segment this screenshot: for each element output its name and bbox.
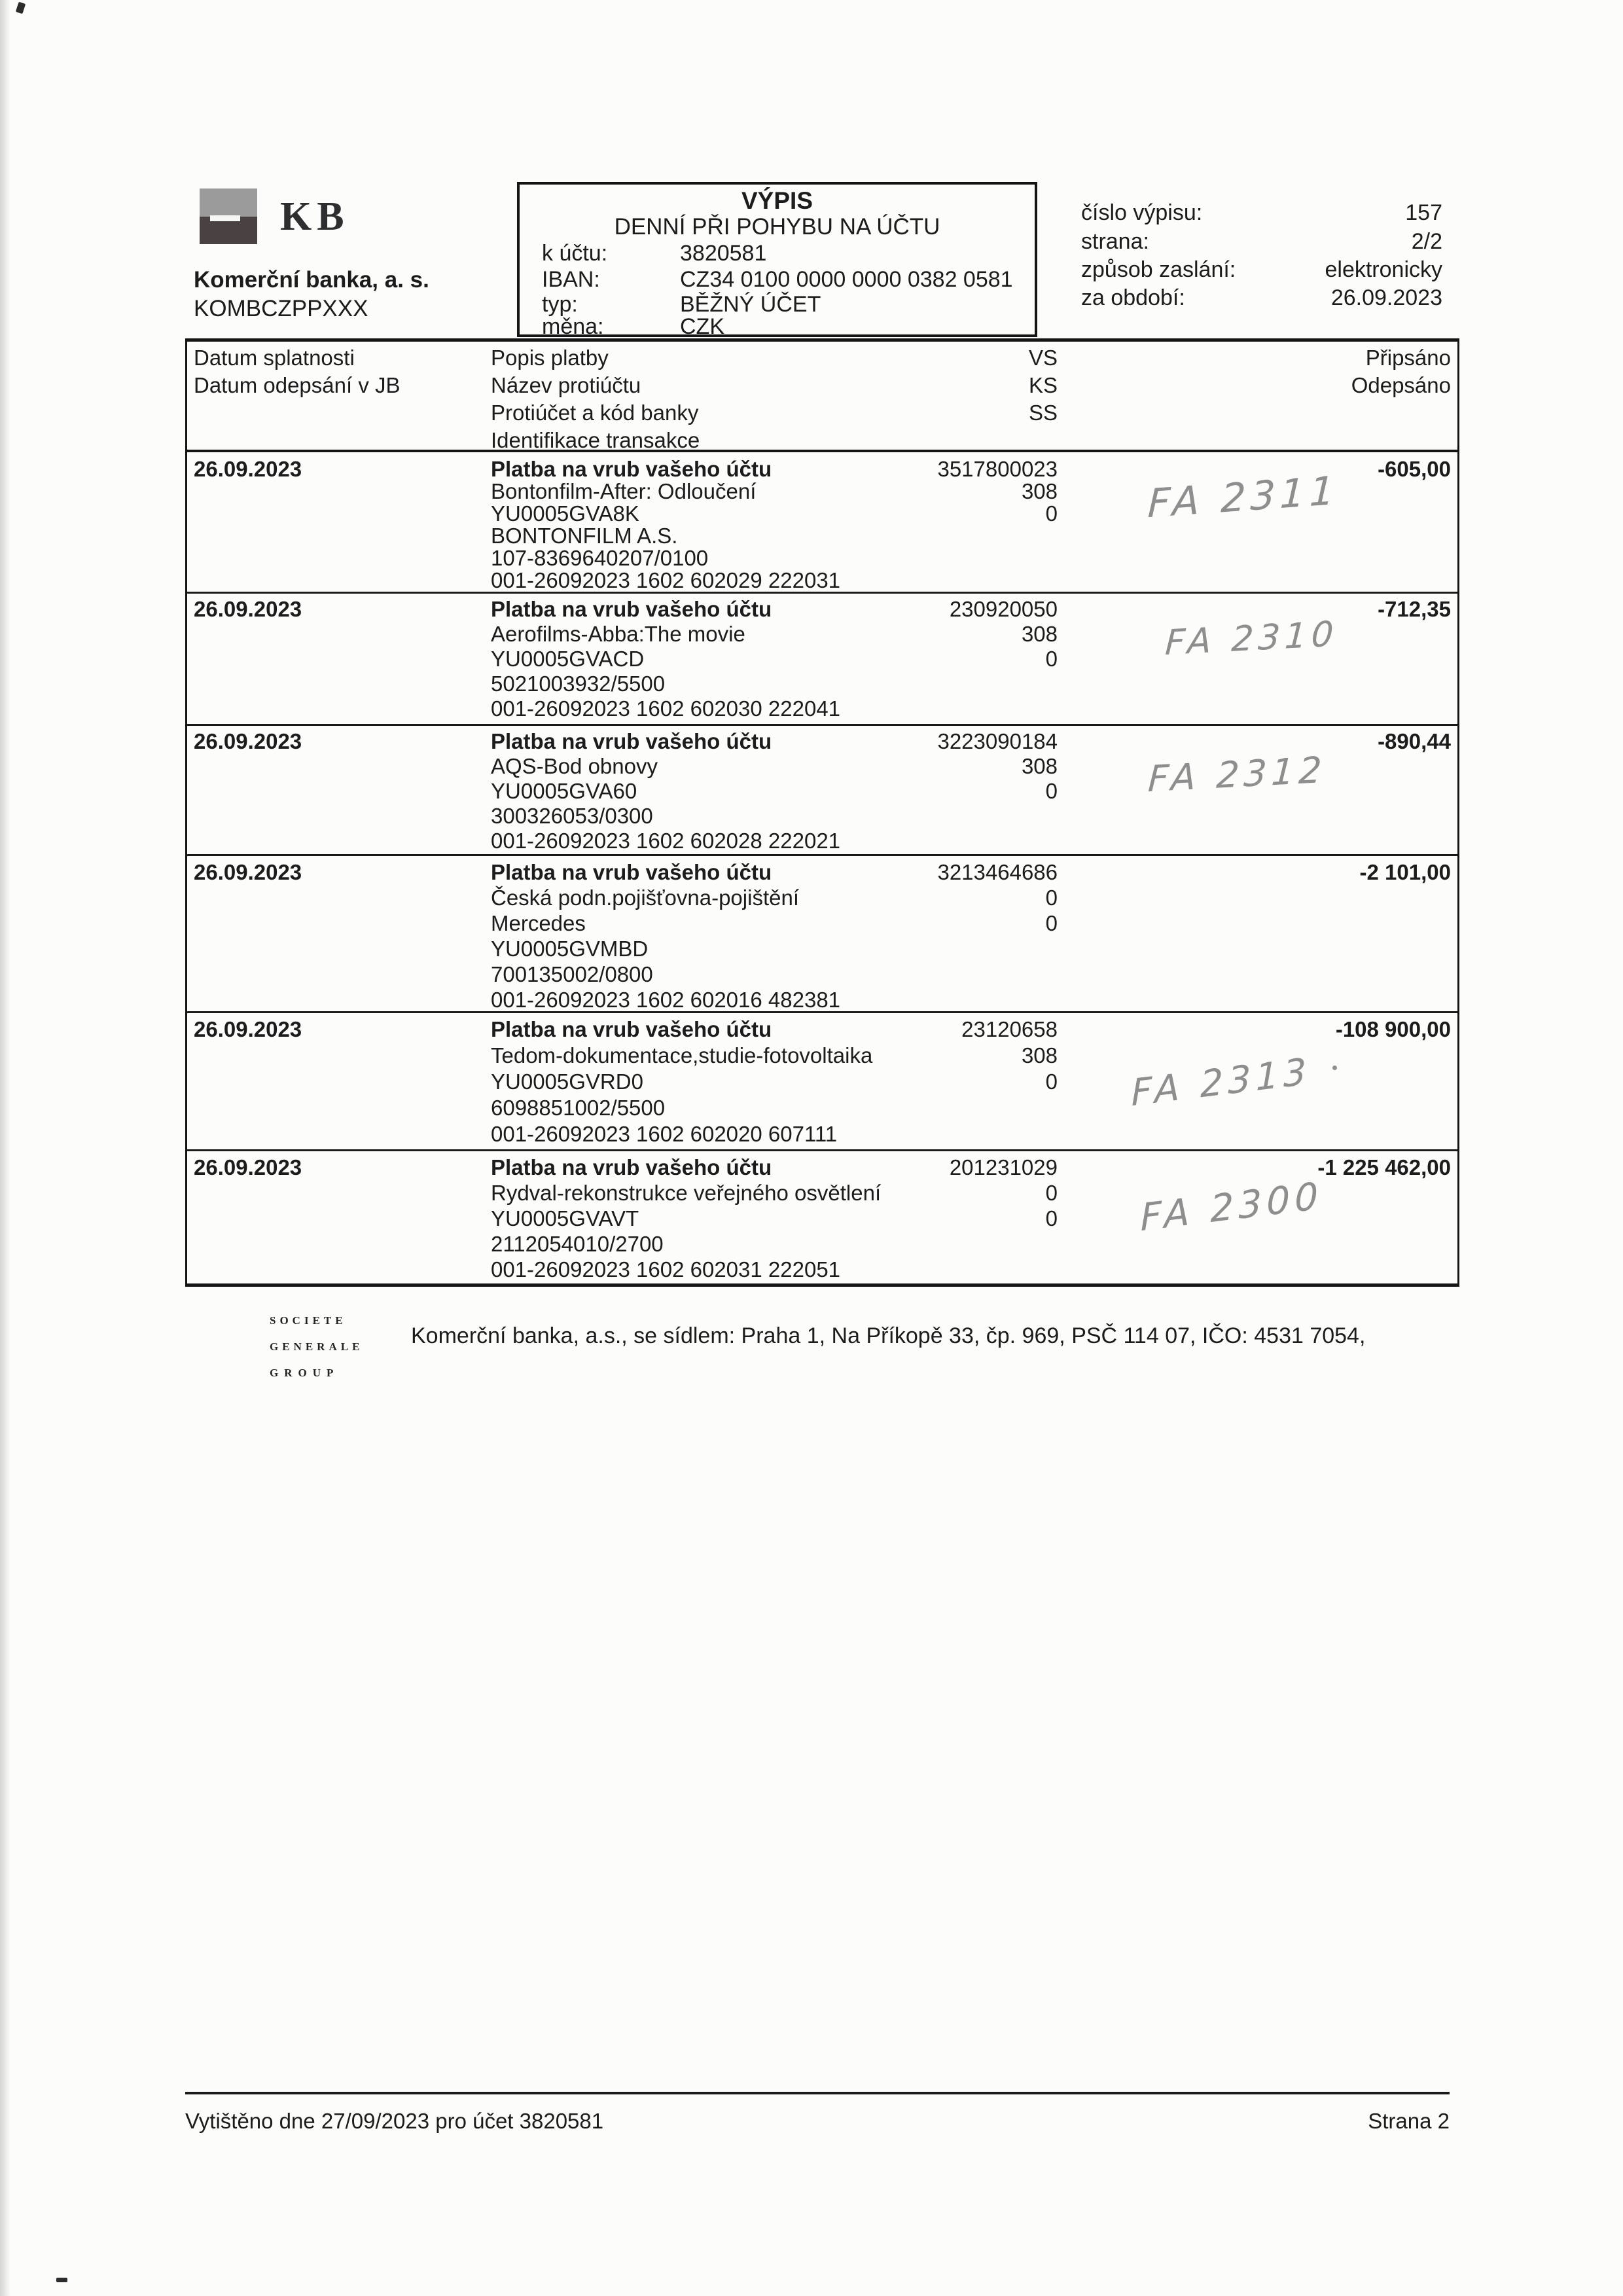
transaction-date: 26.09.2023 (194, 597, 302, 621)
header-due-date: Datum splatnosti (194, 346, 355, 370)
description-line: AQS-Bod obnovy (491, 754, 658, 778)
description-line: Bontonfilm-After: Odloučení (491, 479, 757, 503)
societe-generale-line: GROUP (270, 1367, 340, 1379)
payment-type: Platba na vrub vašeho účtu (491, 860, 772, 884)
constant-symbol: 0 (1045, 1181, 1058, 1205)
scan-speck (56, 2278, 67, 2282)
delivery-method-value: elektronicky (1325, 257, 1442, 282)
handwritten-invoice-note: FA 2300 (1140, 1174, 1323, 1240)
counterparty-account: 300326053/0300 (491, 804, 653, 828)
transaction-id: 001-26092023 1602 602020 607111 (491, 1122, 838, 1146)
description-line: Tedom-dokumentace,studie-fotovoltaika (491, 1043, 873, 1067)
amount-debited: -2 101,00 (1359, 860, 1451, 884)
footer-divider (185, 2092, 1450, 2094)
handwritten-invoice-note: FA 2311 (1147, 467, 1340, 528)
transaction-id: 001-26092023 1602 602029 222031 (491, 568, 841, 592)
counterparty-account: 2112054010/2700 (491, 1232, 664, 1256)
account-number: 3820581 (680, 241, 767, 266)
bank-registered-address: Komerční banka, a.s., se sídlem: Praha 1, Na Příkopě 33, čp. 969, PSČ 114 07, IČO: 4531 7054, (411, 1323, 1366, 1348)
kb-logo-top-half (200, 188, 257, 217)
description-line: Česká podn.pojišťovna-pojištění (491, 886, 799, 910)
account-label: k účtu: (542, 241, 608, 266)
printed-info: Vytištěno dne 27/09/2023 pro účet 3820581 (185, 2109, 604, 2133)
statement-title: VÝPIS (741, 187, 813, 214)
amount-debited: -108 900,00 (1335, 1017, 1451, 1041)
period-value: 26.09.2023 (1330, 285, 1442, 310)
constant-symbol: 0 (1045, 886, 1058, 910)
payment-type: Platba na vrub vašeho účtu (491, 729, 772, 753)
description-line: BONTONFILM A.S. (491, 524, 678, 548)
amount-debited: -712,35 (1378, 597, 1451, 621)
description-line: Rydval-rekonstrukce veřejného osvětlení (491, 1181, 882, 1205)
page-number: Strana 2 (1368, 2109, 1450, 2133)
constant-symbol: 308 (1021, 754, 1058, 778)
counterparty-account: 6098851002/5500 (491, 1096, 666, 1120)
counterparty-account: 5021003932/5500 (491, 672, 666, 696)
iban-label: IBAN: (542, 267, 600, 292)
pencil-dot (1332, 1066, 1337, 1070)
header-debited: Odepsáno (1351, 373, 1451, 397)
kb-logo-dash (210, 215, 240, 221)
variable-symbol: 3517800023 (937, 457, 1058, 481)
header-counterparty-name: Název protiúčtu (491, 373, 641, 397)
kb-logo-letters: KB (280, 194, 349, 239)
header-credited: Připsáno (1365, 346, 1451, 370)
amount-debited: -890,44 (1378, 729, 1451, 753)
counterparty-account: 700135002/0800 (491, 962, 653, 986)
description-line: YU0005GVMBD (491, 937, 649, 961)
counterparty-account: 107-8369640207/0100 (491, 546, 709, 570)
specific-symbol: 0 (1045, 647, 1058, 671)
amount-debited: -1 225 462,00 (1317, 1155, 1451, 1179)
transaction-date: 26.09.2023 (194, 860, 302, 884)
specific-symbol: 0 (1045, 501, 1058, 526)
account-type-label: typ: (542, 292, 578, 317)
variable-symbol: 23120658 (961, 1017, 1058, 1041)
specific-symbol: 0 (1045, 779, 1058, 803)
handwritten-invoice-note: FA 2312 (1147, 748, 1328, 800)
header-variable-symbol: VS (1028, 346, 1058, 370)
account-type-value: BĚŽNÝ ÚČET (680, 292, 821, 317)
handwritten-invoice-note: FA 2310 (1164, 614, 1340, 664)
amount-debited: -605,00 (1378, 457, 1451, 481)
statement-subtitle: DENNÍ PŘI POHYBU NA ÚČTU (614, 214, 940, 240)
specific-symbol: 0 (1045, 1069, 1058, 1094)
transaction-date: 26.09.2023 (194, 729, 302, 753)
header-payment-description: Popis platby (491, 346, 609, 370)
page-number-value: 2/2 (1411, 229, 1442, 254)
societe-generale-line: GENERALE (270, 1340, 364, 1353)
transaction-id: 001-26092023 1602 602016 482381 (491, 988, 841, 1012)
period-label: za období: (1081, 285, 1185, 310)
header-constant-symbol: KS (1028, 373, 1058, 397)
handwritten-invoice-note: FA 2313 (1131, 1050, 1311, 1115)
statement-number-value: 157 (1405, 200, 1442, 225)
currency-value: CZK (680, 314, 724, 339)
variable-symbol: 3223090184 (937, 729, 1058, 753)
page-number-label: strana: (1081, 229, 1149, 254)
transaction-date: 26.09.2023 (194, 1155, 302, 1179)
societe-generale-line: SOCIETE (270, 1314, 347, 1327)
transaction-row (187, 594, 1457, 726)
constant-symbol: 308 (1021, 1043, 1058, 1067)
specific-symbol: 0 (1045, 1206, 1058, 1230)
iban-value: CZ34 0100 0000 0000 0382 0581 (680, 267, 1013, 292)
description-line: YU0005GVA60 (491, 779, 637, 803)
description-line: YU0005GVRD0 (491, 1069, 643, 1094)
kb-logo (200, 188, 257, 244)
header-debit-date: Datum odepsání v JB (194, 373, 401, 397)
bank-name: Komerční banka, a. s. (194, 267, 429, 293)
payment-type: Platba na vrub vašeho účtu (491, 1155, 772, 1179)
payment-type: Platba na vrub vašeho účtu (491, 1017, 772, 1041)
transaction-id: 001-26092023 1602 602030 222041 (491, 696, 841, 721)
description-line: Mercedes (491, 911, 586, 935)
bank-swift-code: KOMBCZPPXXX (194, 296, 368, 321)
transaction-row (187, 856, 1457, 1013)
description-line: YU0005GVA8K (491, 501, 639, 526)
header-counterparty-account: Protiúčet a kód banky (491, 401, 699, 425)
transaction-date: 26.09.2023 (194, 1017, 302, 1041)
constant-symbol: 308 (1021, 622, 1058, 646)
variable-symbol: 3213464686 (937, 860, 1058, 884)
scan-speck (16, 2, 26, 14)
table-header (187, 342, 1457, 452)
transaction-id: 001-26092023 1602 602031 222051 (491, 1257, 841, 1282)
description-line: YU0005GVACD (491, 647, 645, 671)
header-specific-symbol: SS (1028, 401, 1058, 425)
payment-type: Platba na vrub vašeho účtu (491, 597, 772, 621)
currency-label: měna: (542, 314, 604, 339)
variable-symbol: 230920050 (949, 597, 1058, 621)
delivery-method-label: způsob zaslání: (1081, 257, 1236, 282)
constant-symbol: 308 (1021, 479, 1058, 503)
header-transaction-id: Identifikace transakce (491, 428, 700, 452)
specific-symbol: 0 (1045, 911, 1058, 935)
description-line: Aerofilms-Abba:The movie (491, 622, 745, 646)
statement-number-label: číslo výpisu: (1081, 200, 1203, 225)
transaction-date: 26.09.2023 (194, 457, 302, 481)
description-line: YU0005GVAVT (491, 1206, 639, 1230)
transaction-id: 001-26092023 1602 602028 222021 (491, 829, 841, 853)
statement-info-box (517, 182, 1037, 337)
payment-type: Platba na vrub vašeho účtu (491, 457, 772, 481)
variable-symbol: 201231029 (949, 1155, 1058, 1179)
